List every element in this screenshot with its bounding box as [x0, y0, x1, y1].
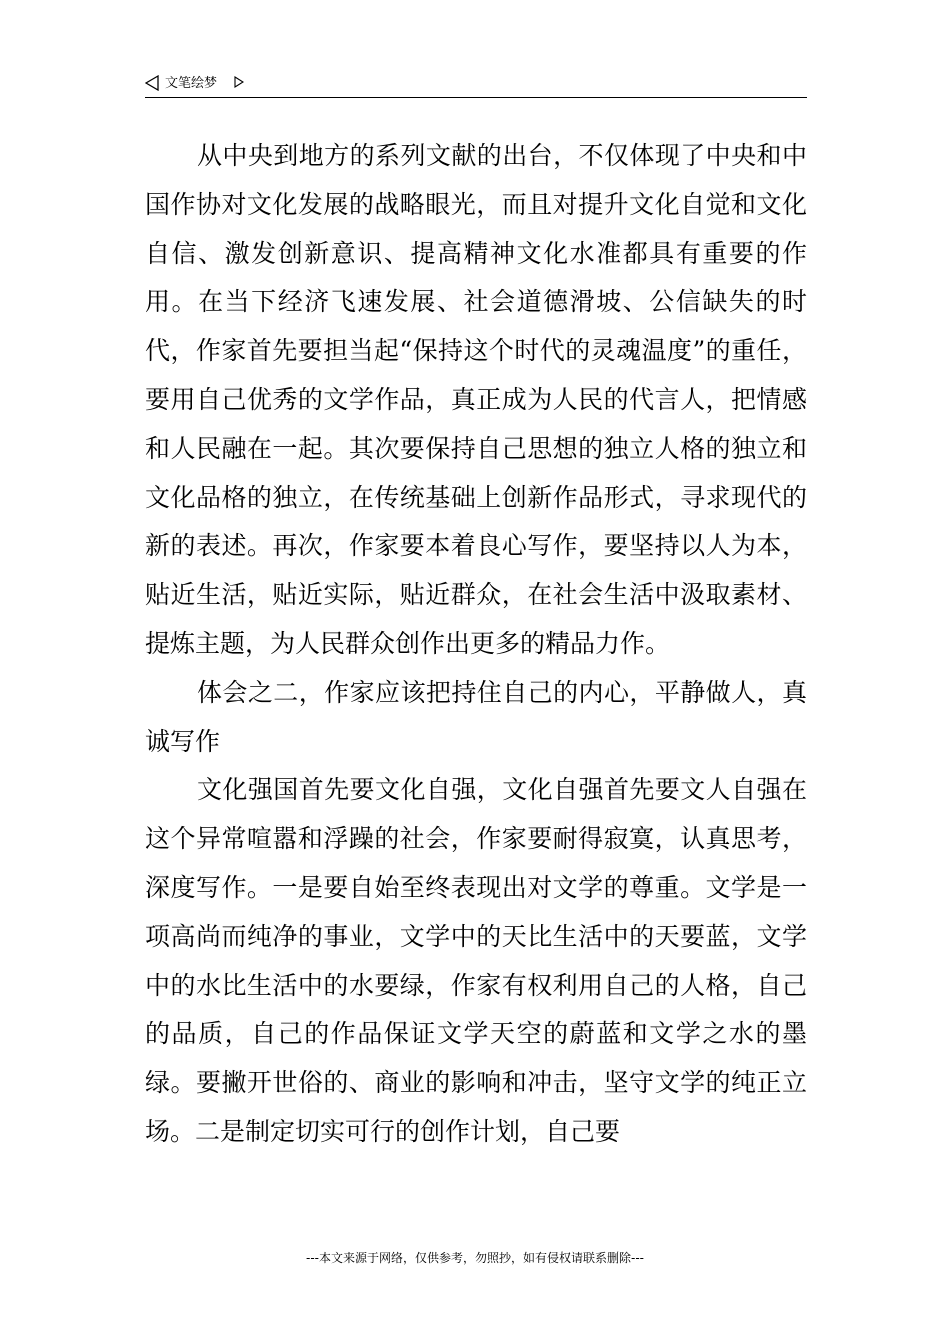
header-title: 文笔绘梦 — [165, 76, 218, 91]
page-header — [145, 72, 807, 98]
section-heading: 体会之二，作家应该把持住自己的内心，平静做人，真诚写作 — [145, 677, 807, 756]
page-footer-disclaimer: ---本文来源于网络，仅供参考，勿照抄，如有侵权请联系删除--- — [306, 1251, 644, 1265]
left-triangle-icon — [145, 75, 159, 91]
document-body — [145, 132, 807, 1157]
body-paragraph: 从中央到地方的系列文献的出台，不仅体现了中央和中国作协对文化发展的战略眼光，而且对提升文化自觉和文化自信、激发创新意识、提高精神文化水准都具有重要的作用。在当下经济飞速发展、社会道德滑坡、公信缺失的时代，作家首先要担当起“保持这个时代的灵魂温度”的重任，要用自己优秀的文学作品，真正成为人民的代言人，把情感和人民融在一起。其次要保持自己思想的独立人格的独立和文化品格的独立，在传统基础上创新作品形式，寻求现代的新的表述。再次，作家要本着良心写作，要坚持以人为本，贴近生活，贴近实际，贴近群众，在社会生活中汲取素材、提炼主题，为人民群众创作出更多的精品力作。 — [145, 141, 807, 658]
body-paragraph: 文化强国首先要文化自强，文化自强首先要文人自强在这个异常喧嚣和浮躁的社会，作家要耐得寂寞，认真思考，深度写作。一是要自始至终表现出对文学的尊重。文学是一项高尚而纯净的事业，文学中的天比生活中的天要蓝，文学中的水比生活中的水要绿，作家有权利用自己的人格，自己的品质，自己的作品保证文学天空的蔚蓝和文学之水的墨绿。要撇开世俗的、商业的影响和冲击，坚守文学的纯正立场。二是制定切实可行的创作计划，自己要 — [145, 775, 807, 1146]
right-triangle-icon — [234, 76, 244, 88]
